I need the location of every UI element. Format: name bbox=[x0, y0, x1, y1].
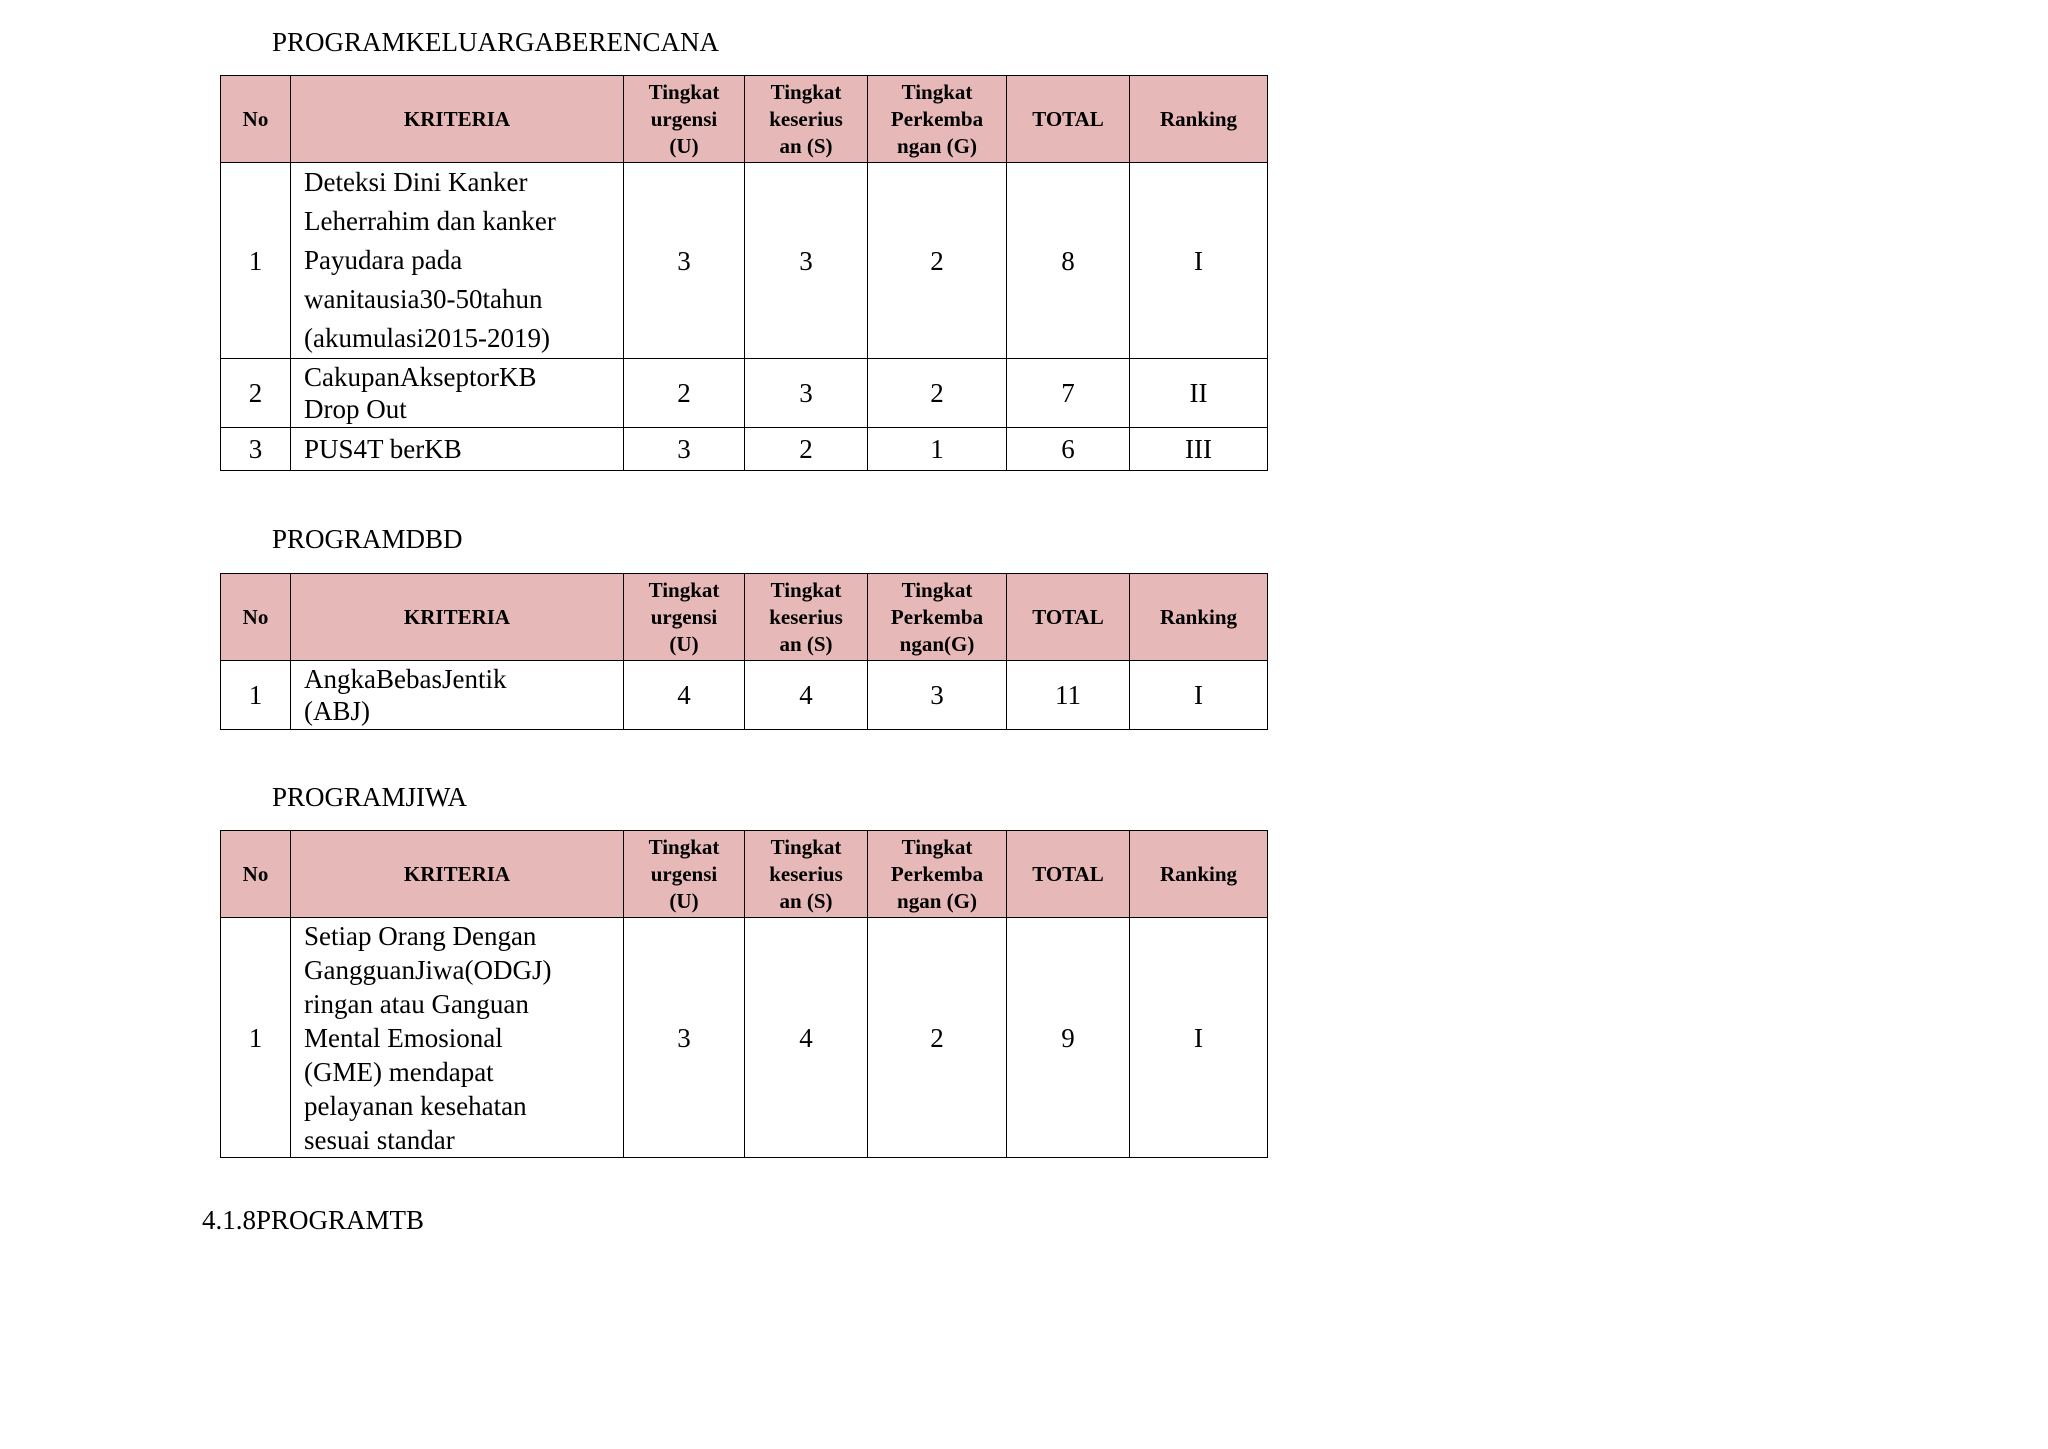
cell-urgensi: 3 bbox=[624, 163, 745, 359]
table-row bbox=[221, 661, 1268, 730]
header-row bbox=[221, 831, 1268, 918]
cell-no: 2 bbox=[221, 359, 291, 428]
jiwa-table bbox=[220, 830, 1268, 1158]
header-row bbox=[221, 76, 1268, 163]
section-title-jiwa: PROGRAMJIWA bbox=[272, 782, 468, 812]
cell-total: 7 bbox=[1007, 359, 1130, 428]
cell-total: 6 bbox=[1007, 428, 1130, 471]
cell-keseriusan: 3 bbox=[745, 163, 868, 359]
cell-ranking: I bbox=[1130, 661, 1268, 730]
cell-kriteria: AngkaBebasJentik (ABJ) bbox=[291, 661, 624, 730]
cell-no: 1 bbox=[221, 661, 291, 730]
cell-keseriusan: 4 bbox=[745, 918, 868, 1158]
header-ranking: Ranking bbox=[1130, 831, 1268, 918]
cell-no: 3 bbox=[221, 428, 291, 471]
header-kriteria: KRITERIA bbox=[291, 574, 624, 661]
table-row bbox=[221, 918, 1268, 1158]
header-perkembangan: Tingkat Perkemba ngan (G) bbox=[868, 831, 1007, 918]
header-total: TOTAL bbox=[1007, 831, 1130, 918]
cell-ranking: I bbox=[1130, 163, 1268, 359]
header-urgensi: Tingkat urgensi (U) bbox=[624, 574, 745, 661]
cell-kriteria: Deteksi Dini Kanker Leherrahim dan kanker Payudara pada wanitausia30-50tahun (akumulasi2015-2019) bbox=[291, 163, 624, 359]
cell-total: 11 bbox=[1007, 661, 1130, 730]
header-kriteria: KRITERIA bbox=[291, 76, 624, 163]
cell-kriteria: PUS4T berKB bbox=[291, 428, 624, 471]
table-row bbox=[221, 163, 1268, 359]
header-ranking: Ranking bbox=[1130, 76, 1268, 163]
header-perkembangan: Tingkat Perkemba ngan(G) bbox=[868, 574, 1007, 661]
section-title-kb: PROGRAMKELUARGABERENCANA bbox=[272, 27, 720, 57]
section-title-dbd: PROGRAMDBD bbox=[272, 524, 463, 554]
header-keseriusan: Tingkat keserius an (S) bbox=[745, 574, 868, 661]
cell-no: 1 bbox=[221, 918, 291, 1158]
cell-perkembangan: 3 bbox=[868, 661, 1007, 730]
cell-ranking: II bbox=[1130, 359, 1268, 428]
table-row bbox=[221, 428, 1268, 471]
cell-urgensi: 4 bbox=[624, 661, 745, 730]
header-total: TOTAL bbox=[1007, 76, 1130, 163]
cell-keseriusan: 2 bbox=[745, 428, 868, 471]
cell-perkembangan: 1 bbox=[868, 428, 1007, 471]
dbd-table bbox=[220, 573, 1268, 730]
cell-kriteria: CakupanAkseptorKB Drop Out bbox=[291, 359, 624, 428]
cell-perkembangan: 2 bbox=[868, 918, 1007, 1158]
cell-urgensi: 3 bbox=[624, 918, 745, 1158]
header-total: TOTAL bbox=[1007, 574, 1130, 661]
cell-total: 8 bbox=[1007, 163, 1130, 359]
header-kriteria: KRITERIA bbox=[291, 831, 624, 918]
header-keseriusan: Tingkat keserius an (S) bbox=[745, 76, 868, 163]
cell-perkembangan: 2 bbox=[868, 163, 1007, 359]
header-row bbox=[221, 574, 1268, 661]
cell-ranking: I bbox=[1130, 918, 1268, 1158]
cell-ranking: III bbox=[1130, 428, 1268, 471]
cell-perkembangan: 2 bbox=[868, 359, 1007, 428]
header-no: No bbox=[221, 76, 291, 163]
table-row bbox=[221, 359, 1268, 428]
header-no: No bbox=[221, 574, 291, 661]
header-perkembangan: Tingkat Perkemba ngan (G) bbox=[868, 76, 1007, 163]
section-heading-tb: 4.1.8PROGRAMTB bbox=[202, 1205, 425, 1235]
header-ranking: Ranking bbox=[1130, 574, 1268, 661]
kb-table bbox=[220, 75, 1268, 471]
cell-keseriusan: 3 bbox=[745, 359, 868, 428]
header-urgensi: Tingkat urgensi (U) bbox=[624, 76, 745, 163]
cell-keseriusan: 4 bbox=[745, 661, 868, 730]
header-keseriusan: Tingkat keserius an (S) bbox=[745, 831, 868, 918]
cell-urgensi: 2 bbox=[624, 359, 745, 428]
header-urgensi: Tingkat urgensi (U) bbox=[624, 831, 745, 918]
cell-urgensi: 3 bbox=[624, 428, 745, 471]
cell-kriteria: Setiap Orang Dengan GangguanJiwa(ODGJ) ringan atau Ganguan Mental Emosional (GME) mendapat pelayanan kesehatan sesuai standar bbox=[291, 918, 624, 1158]
header-no: No bbox=[221, 831, 291, 918]
cell-no: 1 bbox=[221, 163, 291, 359]
cell-total: 9 bbox=[1007, 918, 1130, 1158]
